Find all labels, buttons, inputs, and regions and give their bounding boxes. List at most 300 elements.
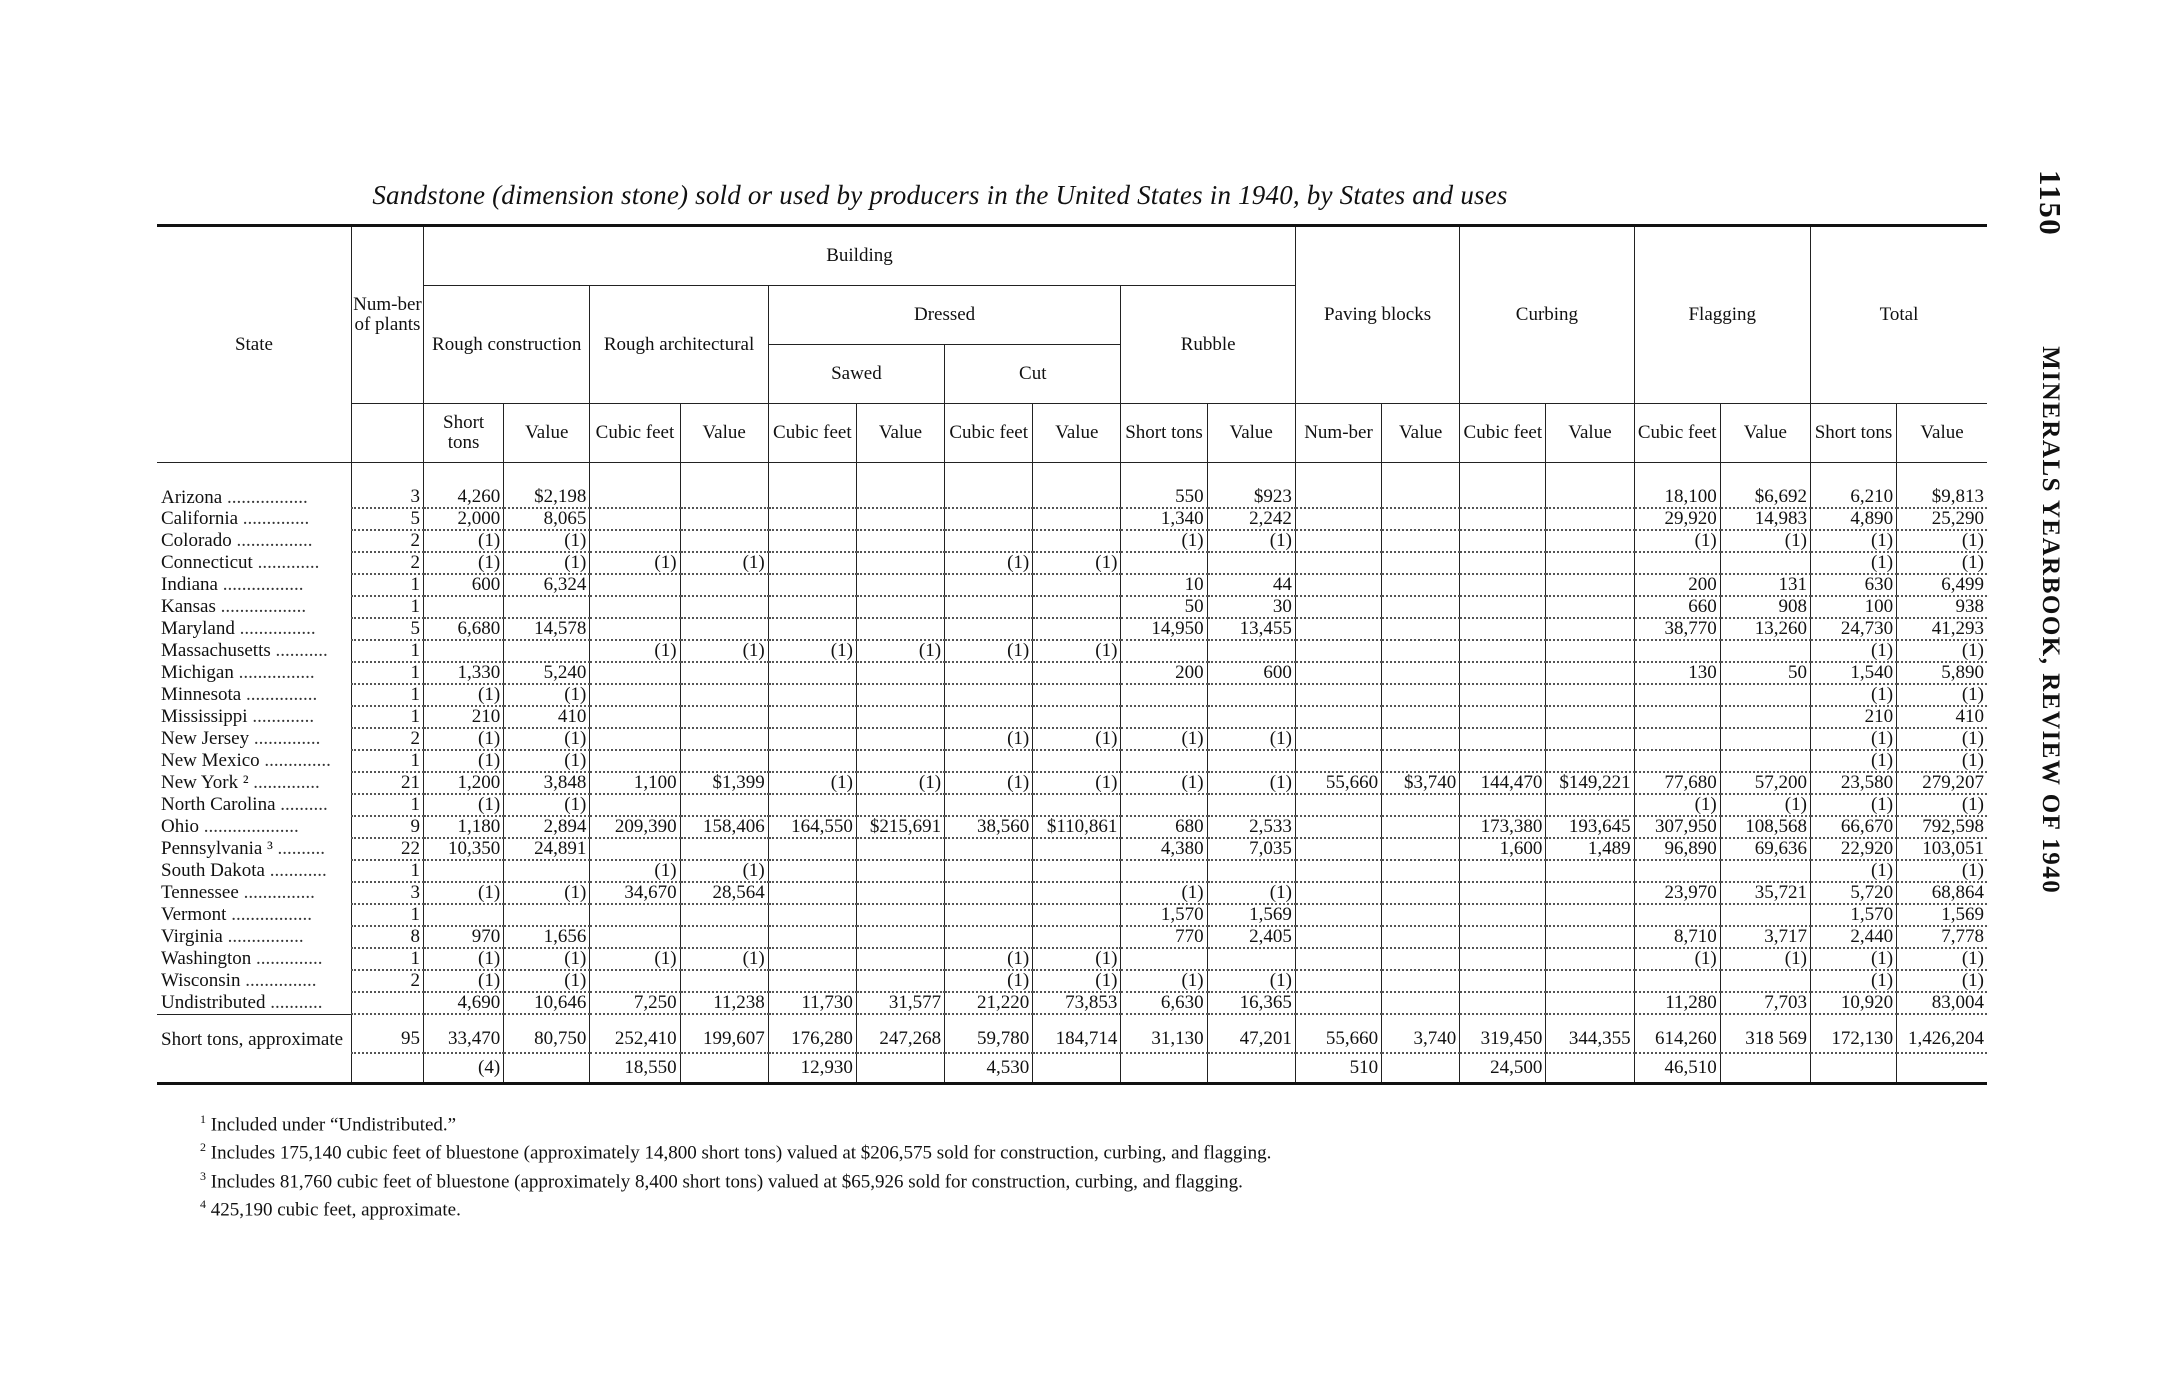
- table-cell: 24,500: [1460, 1053, 1546, 1084]
- table-cell: (1): [856, 640, 944, 662]
- table-cell: (1): [1810, 948, 1896, 970]
- table-cell: 130: [1634, 662, 1720, 684]
- table-cell: [856, 750, 944, 772]
- table-cell: [1546, 882, 1634, 904]
- table-cell: 193,645: [1546, 816, 1634, 838]
- state-label: Pennsylvania ³: [161, 838, 273, 859]
- table-cell: [768, 860, 856, 882]
- table-cell: [504, 1053, 590, 1084]
- table-cell: 164,550: [768, 816, 856, 838]
- table-cell: [504, 904, 590, 926]
- table-cell: 1: [351, 904, 423, 926]
- state-name: Indiana .................: [157, 574, 351, 596]
- table-cell: 59,780: [945, 1014, 1033, 1053]
- table-cell: 10,350: [424, 838, 504, 860]
- table-cell: [1546, 552, 1634, 574]
- header-paving-blocks: Paving blocks: [1295, 226, 1459, 404]
- table-cell: [1295, 970, 1381, 992]
- table-cell: [945, 574, 1033, 596]
- table-cell: 680: [1121, 816, 1207, 838]
- table-cell: (1): [1897, 640, 1987, 662]
- table-cell: [856, 574, 944, 596]
- table-cell: $1,399: [680, 772, 768, 794]
- table-cell: 1,569: [1897, 904, 1987, 926]
- table-cell: 770: [1121, 926, 1207, 948]
- table-cell: 172,130: [1810, 1014, 1896, 1053]
- table-cell: 792,598: [1897, 816, 1987, 838]
- table-cell: 38,560: [945, 816, 1033, 838]
- table-row: [157, 684, 1987, 706]
- table-cell: [1460, 640, 1546, 662]
- table-cell: [856, 463, 944, 509]
- table-cell: (1): [1720, 530, 1810, 552]
- table-cell: (1): [1121, 882, 1207, 904]
- table-cell: 108,568: [1720, 816, 1810, 838]
- table-cell: 7,035: [1207, 838, 1295, 860]
- table-cell: [1460, 596, 1546, 618]
- table-cell: [680, 463, 768, 509]
- table-cell: $110,861: [1033, 816, 1121, 838]
- table-cell: [680, 750, 768, 772]
- table-cell: 24,891: [504, 838, 590, 860]
- header-state: State: [157, 226, 351, 463]
- table-cell: 2: [351, 970, 423, 992]
- table-cell: 96,890: [1634, 838, 1720, 860]
- table-cell: (1): [590, 948, 680, 970]
- table-cell: (1): [504, 750, 590, 772]
- table-cell: [1382, 596, 1460, 618]
- table-cell: (1): [1810, 552, 1896, 574]
- table-cell: 1,330: [424, 662, 504, 684]
- table-cell: 630: [1810, 574, 1896, 596]
- table-cell: [1460, 882, 1546, 904]
- table-cell: [1460, 926, 1546, 948]
- subheader-cell: Num-ber: [1295, 404, 1381, 463]
- table-cell: [680, 904, 768, 926]
- table-cell: [945, 838, 1033, 860]
- table-cell: [680, 662, 768, 684]
- table-cell: [590, 684, 680, 706]
- table-cell: [590, 706, 680, 728]
- table-cell: 55,660: [1295, 1014, 1381, 1053]
- table-cell: 1,569: [1207, 904, 1295, 926]
- table-cell: 2: [351, 728, 423, 750]
- table-cell: (1): [1720, 794, 1810, 816]
- state-name: New Jersey ..............: [157, 728, 351, 750]
- state-name: Michigan ................: [157, 662, 351, 684]
- state-label: Minnesota: [161, 684, 242, 705]
- subheader-cell: Value: [680, 404, 768, 463]
- table-cell: [856, 882, 944, 904]
- table-cell: 8,065: [504, 508, 590, 530]
- subheader-cell: Short tons: [1121, 404, 1207, 463]
- table-cell: 16,365: [1207, 992, 1295, 1014]
- table-cell: (1): [424, 728, 504, 750]
- table-cell: [1720, 904, 1810, 926]
- table-cell: 50: [1121, 596, 1207, 618]
- table-cell: 252,410: [590, 1014, 680, 1053]
- header-rough-architectural: Rough architectural: [590, 286, 768, 404]
- table-cell: [1033, 574, 1121, 596]
- table-cell: (1): [1897, 948, 1987, 970]
- table-cell: 173,380: [1460, 816, 1546, 838]
- table-cell: [351, 1053, 423, 1084]
- table-cell: 11,730: [768, 992, 856, 1014]
- table-cell: [1121, 860, 1207, 882]
- table-cell: [1033, 618, 1121, 640]
- table-cell: 55,660: [1295, 772, 1381, 794]
- table-cell: 29,920: [1634, 508, 1720, 530]
- table-cell: [590, 926, 680, 948]
- table-cell: [1121, 1053, 1207, 1084]
- table-cell: [1546, 706, 1634, 728]
- table-cell: 1: [351, 706, 423, 728]
- table-cell: [1460, 552, 1546, 574]
- table-cell: [590, 838, 680, 860]
- table-cell: $149,221: [1546, 772, 1634, 794]
- table-cell: [1460, 684, 1546, 706]
- sandstone-table: [157, 224, 1987, 1085]
- table-cell: [590, 530, 680, 552]
- running-header: [2020, 170, 2080, 1040]
- table-cell: [1295, 640, 1381, 662]
- footnote: [200, 1136, 1271, 1164]
- table-cell: [1720, 684, 1810, 706]
- table-cell: [1295, 618, 1381, 640]
- table-cell: (1): [504, 794, 590, 816]
- table-cell: [1295, 684, 1381, 706]
- subheader-cell: Cubic feet: [590, 404, 680, 463]
- state-label: New Jersey: [161, 728, 250, 749]
- table-cell: [945, 904, 1033, 926]
- table-cell: [590, 794, 680, 816]
- table-cell: [1295, 463, 1381, 509]
- table-cell: 73,853: [1033, 992, 1121, 1014]
- table-cell: [1382, 948, 1460, 970]
- table-cell: [1121, 794, 1207, 816]
- table-cell: [768, 530, 856, 552]
- table-cell: [1460, 860, 1546, 882]
- table-cell: 14,950: [1121, 618, 1207, 640]
- table-cell: [768, 574, 856, 596]
- table-cell: [1295, 992, 1381, 1014]
- table-cell: 1: [351, 948, 423, 970]
- table-cell: (1): [504, 728, 590, 750]
- table-cell: [1546, 750, 1634, 772]
- table-cell: (1): [1810, 640, 1896, 662]
- table-cell: (1): [1897, 530, 1987, 552]
- table-cell: [856, 508, 944, 530]
- table-cell: 6,630: [1121, 992, 1207, 1014]
- state-label: Connecticut: [161, 552, 253, 573]
- table-cell: [1207, 706, 1295, 728]
- table-cell: [945, 794, 1033, 816]
- subheader-row: [157, 404, 1987, 463]
- table-cell: (1): [1897, 684, 1987, 706]
- table-cell: [590, 596, 680, 618]
- table-cell: (1): [680, 640, 768, 662]
- table-cell: 18,550: [590, 1053, 680, 1084]
- table-cell: (1): [424, 684, 504, 706]
- table-cell: 31,577: [856, 992, 944, 1014]
- table-cell: [1295, 904, 1381, 926]
- table-row: [157, 750, 1987, 772]
- state-label: Michigan: [161, 662, 234, 683]
- table-cell: [1033, 904, 1121, 926]
- table-cell: 600: [1207, 662, 1295, 684]
- table-cell: [856, 530, 944, 552]
- table-cell: [945, 662, 1033, 684]
- table-cell: (1): [1207, 970, 1295, 992]
- table-cell: [1546, 860, 1634, 882]
- table-cell: (1): [1121, 772, 1207, 794]
- table-cell: (4): [424, 1053, 504, 1084]
- table-cell: 131: [1720, 574, 1810, 596]
- state-label: North Carolina: [161, 794, 276, 815]
- table-cell: [856, 860, 944, 882]
- table-cell: 24,730: [1810, 618, 1896, 640]
- state-name: Pennsylvania ³ ..........: [157, 838, 351, 860]
- footnote: [200, 1165, 1271, 1193]
- table-row: [157, 574, 1987, 596]
- table-cell: 1: [351, 662, 423, 684]
- page-number: 1150: [2033, 170, 2068, 237]
- table-cell: [1382, 662, 1460, 684]
- table-cell: 1: [351, 574, 423, 596]
- table-cell: 7,778: [1897, 926, 1987, 948]
- header-plants-gap: [351, 404, 423, 463]
- table-cell: 9: [351, 816, 423, 838]
- table-row: [157, 706, 1987, 728]
- table-cell: [1033, 882, 1121, 904]
- table-cell: 2,440: [1810, 926, 1896, 948]
- table-cell: $6,692: [1720, 463, 1810, 509]
- table-cell: [1720, 750, 1810, 772]
- state-name: North Carolina ..........: [157, 794, 351, 816]
- totals-label: Short tons, approximate: [157, 1014, 351, 1053]
- table-cell: [768, 904, 856, 926]
- table-cell: [1382, 574, 1460, 596]
- table-cell: [856, 794, 944, 816]
- table-cell: 6,324: [504, 574, 590, 596]
- table-cell: 4,260: [424, 463, 504, 509]
- table-cell: 1,540: [1810, 662, 1896, 684]
- table-cell: $3,740: [1382, 772, 1460, 794]
- table-cell: [504, 860, 590, 882]
- table-cell: [1460, 574, 1546, 596]
- table-cell: 5,240: [504, 662, 590, 684]
- table-cell: [1546, 926, 1634, 948]
- footnote-text: 425,190 cubic feet, approximate.: [206, 1199, 461, 1221]
- table-cell: 4,890: [1810, 508, 1896, 530]
- table-cell: (1): [1121, 970, 1207, 992]
- table-cell: (1): [1720, 948, 1810, 970]
- state-label: Wisconsin: [161, 970, 241, 991]
- table-cell: 614,260: [1634, 1014, 1720, 1053]
- table-cell: [1460, 948, 1546, 970]
- table-cell: [680, 508, 768, 530]
- table-cell: (1): [590, 552, 680, 574]
- subheader-cell: Cubic feet: [1460, 404, 1546, 463]
- table-cell: 21,220: [945, 992, 1033, 1014]
- table-cell: [1546, 530, 1634, 552]
- table-cell: 77,680: [1634, 772, 1720, 794]
- table-cell: 410: [504, 706, 590, 728]
- table-cell: [1382, 1053, 1460, 1084]
- table-cell: [1634, 970, 1720, 992]
- table-cell: [768, 948, 856, 970]
- table-cell: [1207, 552, 1295, 574]
- table-cell: 3,848: [504, 772, 590, 794]
- footnotes: [200, 1108, 1271, 1221]
- table-cell: (1): [1810, 728, 1896, 750]
- header-total: Total: [1810, 226, 1987, 404]
- table-cell: [945, 706, 1033, 728]
- state-label: Indiana: [161, 574, 218, 595]
- table-cell: [1033, 684, 1121, 706]
- table-cell: [1546, 596, 1634, 618]
- table-cell: 1,656: [504, 926, 590, 948]
- table-row: [157, 882, 1987, 904]
- table-cell: [680, 1053, 768, 1084]
- table-cell: 410: [1897, 706, 1987, 728]
- footnote-text: Included under “Undistributed.”: [206, 1114, 457, 1136]
- table-cell: [856, 684, 944, 706]
- table-cell: [680, 926, 768, 948]
- table-cell: 3: [351, 463, 423, 509]
- page-title: Sandstone (dimension stone) sold or used by producers in the United States in 1940, by States and uses: [372, 180, 1508, 210]
- table-cell: [1382, 684, 1460, 706]
- table-cell: [1207, 640, 1295, 662]
- table-cell: (1): [1207, 728, 1295, 750]
- table-cell: [1634, 684, 1720, 706]
- table-cell: [680, 684, 768, 706]
- table-cell: [1295, 728, 1381, 750]
- footnote: [200, 1193, 1271, 1221]
- table-cell: [768, 662, 856, 684]
- table-cell: [1382, 904, 1460, 926]
- table-cell: 6,210: [1810, 463, 1896, 509]
- table-cell: 1: [351, 640, 423, 662]
- table-cell: (1): [768, 772, 856, 794]
- table-cell: [1207, 1053, 1295, 1084]
- table-cell: 12,930: [768, 1053, 856, 1084]
- table-cell: 1,570: [1121, 904, 1207, 926]
- table-cell: 66,670: [1810, 816, 1896, 838]
- table-cell: [1295, 508, 1381, 530]
- table-cell: 199,607: [680, 1014, 768, 1053]
- table-cell: 2,405: [1207, 926, 1295, 948]
- table-cell: 103,051: [1897, 838, 1987, 860]
- table-cell: [1634, 640, 1720, 662]
- table-cell: (1): [1033, 970, 1121, 992]
- table-cell: [1121, 552, 1207, 574]
- table-cell: [945, 860, 1033, 882]
- table-cell: [1207, 684, 1295, 706]
- table-cell: [1295, 794, 1381, 816]
- table-cell: [1546, 728, 1634, 750]
- table-cell: [590, 970, 680, 992]
- state-label: Washington: [161, 948, 252, 969]
- table-row: [157, 816, 1987, 838]
- table-cell: [424, 860, 504, 882]
- table-cell: [768, 882, 856, 904]
- table-cell: [1121, 750, 1207, 772]
- table-cell: [590, 728, 680, 750]
- table-cell: [680, 970, 768, 992]
- table-cell: (1): [1810, 750, 1896, 772]
- table-cell: [680, 618, 768, 640]
- table-cell: [1460, 508, 1546, 530]
- state-label: Massachusetts: [161, 640, 271, 661]
- table-cell: 10,646: [504, 992, 590, 1014]
- table-cell: (1): [504, 552, 590, 574]
- table-cell: 200: [1121, 662, 1207, 684]
- table-cell: [1720, 552, 1810, 574]
- table-cell: (1): [424, 882, 504, 904]
- table-cell: [1295, 860, 1381, 882]
- table-cell: [768, 728, 856, 750]
- table-cell: (1): [424, 948, 504, 970]
- table-cell: (1): [1897, 970, 1987, 992]
- header-cut: Cut: [945, 345, 1121, 404]
- table-cell: 46,510: [1634, 1053, 1720, 1084]
- table-cell: 660: [1634, 596, 1720, 618]
- table-cell: [1295, 838, 1381, 860]
- table-cell: 23,580: [1810, 772, 1896, 794]
- table-cell: 13,260: [1720, 618, 1810, 640]
- table-cell: 307,950: [1634, 816, 1720, 838]
- table-cell: [1634, 706, 1720, 728]
- header-building: Building: [424, 226, 1296, 286]
- table-cell: (1): [1207, 772, 1295, 794]
- table-cell: [1720, 706, 1810, 728]
- table-cell: 25,290: [1897, 508, 1987, 530]
- table-cell: 510: [1295, 1053, 1381, 1084]
- state-label: South Dakota: [161, 860, 265, 881]
- table-cell: [680, 728, 768, 750]
- table-cell: (1): [424, 794, 504, 816]
- table-cell: [1382, 640, 1460, 662]
- approx-label: [157, 1053, 351, 1084]
- table-cell: 2,000: [424, 508, 504, 530]
- table-cell: [1121, 684, 1207, 706]
- subheader-cell: Value: [1546, 404, 1634, 463]
- table-cell: (1): [945, 970, 1033, 992]
- table-cell: [1207, 948, 1295, 970]
- table-cell: [680, 794, 768, 816]
- table-cell: 8: [351, 926, 423, 948]
- state-name: Ohio ....................: [157, 816, 351, 838]
- state-name: Minnesota ...............: [157, 684, 351, 706]
- footnote-text: Includes 175,140 cubic feet of bluestone (approximately 14,800 short tons) valued at $206,575 sold for construction, curbing, and flagging.: [206, 1142, 1272, 1164]
- table-cell: [1546, 640, 1634, 662]
- table-cell: (1): [1634, 794, 1720, 816]
- table-cell: [1295, 574, 1381, 596]
- table-cell: [768, 463, 856, 509]
- table-cell: [1033, 838, 1121, 860]
- subheader-cell: Value: [1207, 404, 1295, 463]
- table-cell: 2: [351, 552, 423, 574]
- table-cell: (1): [1033, 552, 1121, 574]
- table-row: [157, 552, 1987, 574]
- table-cell: (1): [1897, 728, 1987, 750]
- state-label: Arizona: [161, 486, 223, 508]
- table-cell: [680, 574, 768, 596]
- table-cell: [590, 508, 680, 530]
- table-cell: [945, 596, 1033, 618]
- table-cell: [1720, 728, 1810, 750]
